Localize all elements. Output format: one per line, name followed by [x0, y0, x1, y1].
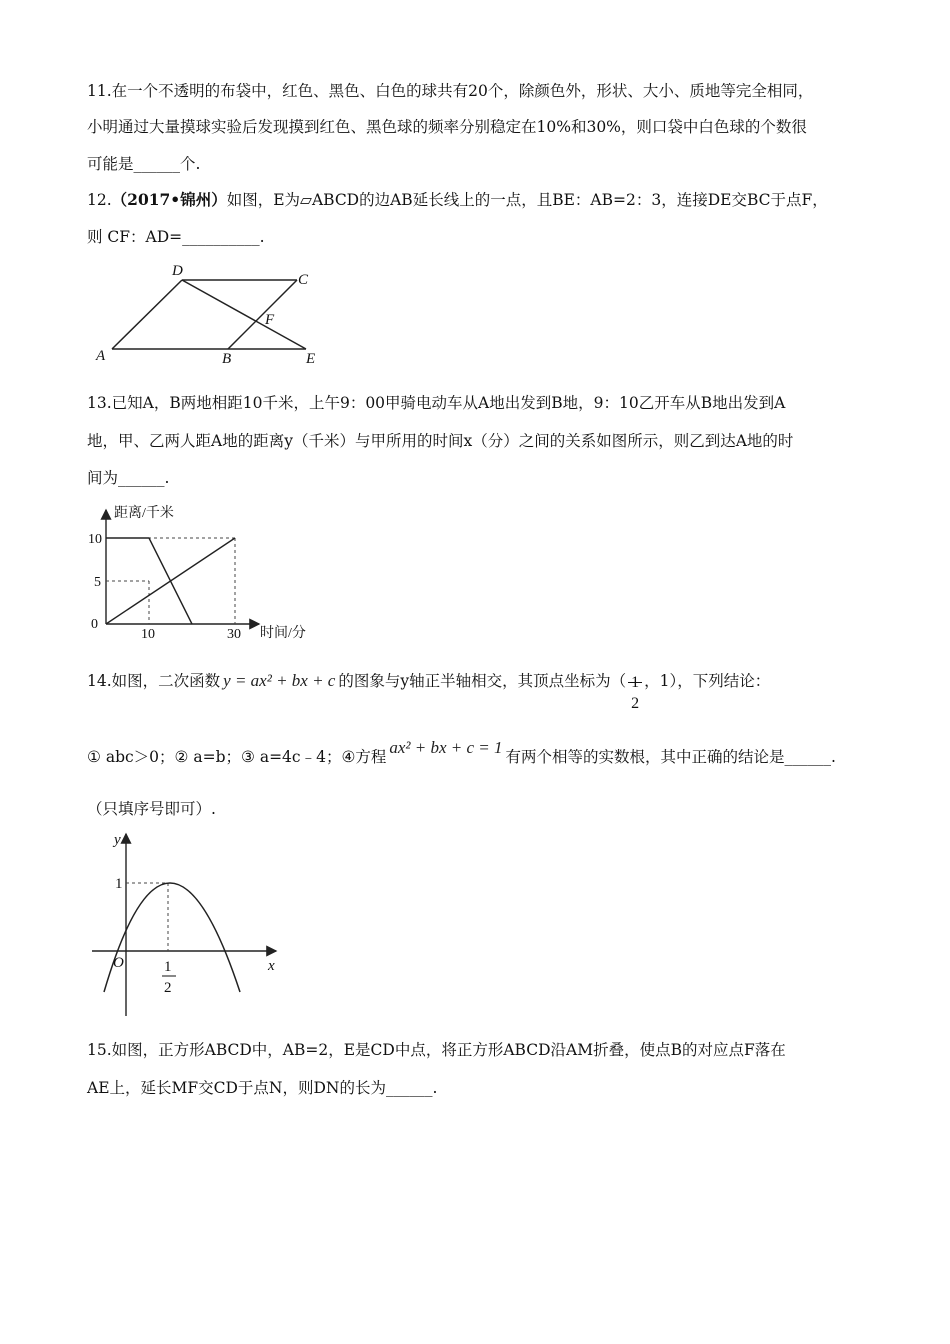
q12-parallelogram-figure — [90, 258, 330, 370]
q14-parabola-figure — [88, 830, 288, 1020]
q11-line-1: 11.在一个不透明的布袋中，红色、黑色、白色的球共有20个，除颜色外，形状、大小、质地等完全相同， — [87, 82, 814, 100]
chart-x-tick-0: 0 — [91, 617, 98, 632]
parabola-y-tick-label: 1 — [115, 876, 123, 892]
q13-distance-time-chart — [84, 500, 334, 645]
q14-vertex-fraction — [626, 662, 644, 712]
label-b: B — [222, 351, 232, 367]
q14-intro: 14.如图，二次函数 — [87, 672, 221, 690]
fraction-denominator: 2 — [631, 695, 640, 712]
q11-line-2: 小明通过大量摸球实验后发现摸到红色、黑色球的频率分别稳定在10%和30%，则口袋中白色球的个数很 — [87, 118, 807, 136]
parabola-x-tick-denominator: 2 — [164, 980, 172, 996]
q15-line-2: AE上，延长MF交CD于点N，则DN的长为______. — [87, 1079, 438, 1097]
chart-y-tick-5: 5 — [94, 575, 101, 590]
q12-line-2: 则 CF：AD=__________. — [87, 228, 265, 246]
chart-y-tick-10: 10 — [88, 532, 102, 547]
q14-function-formula: y = ax² + bx + c — [223, 671, 336, 690]
parabola-y-label: y — [114, 832, 121, 848]
parabola-x-label: x — [268, 958, 275, 974]
q14-conditions-end: 有两个相等的实数根，其中正确的结论是______. — [505, 748, 836, 766]
q12-text: 如图，E为▱ABCD的边AB延长线上的一点，且BE：AB=2：3，连接DE交BC于点F， — [226, 191, 828, 209]
label-e: E — [306, 351, 316, 367]
label-d: D — [172, 263, 183, 279]
chart-x-axis-label: 时间/分 — [260, 626, 306, 641]
chart-axes — [106, 510, 259, 624]
q12-line-1 — [87, 189, 828, 211]
q14-conditions: ① abc＞0；② a=b；③ a=4c﹣4；④方程 — [87, 748, 387, 766]
q14-intro-mid: 的图象与y轴正半轴相交，其顶点坐标为（ — [338, 672, 627, 690]
q13-line-2: 地，甲、乙两人距A地的距离y（千米）与甲所用的时间x（分）之间的关系如图所示，则乙到达A地的时 — [87, 432, 794, 450]
label-a: A — [96, 348, 106, 364]
q14-line-1 — [87, 660, 771, 712]
chart-x-tick-30: 30 — [227, 627, 241, 642]
q14-note: （只填序号即可）. — [87, 800, 216, 818]
label-c: C — [298, 272, 309, 288]
parabola-x-tick-numerator: 1 — [164, 959, 172, 975]
q14-line-2 — [87, 738, 836, 768]
q12-source: （2017•锦州） — [111, 190, 227, 209]
q13-line-3: 间为______. — [87, 469, 170, 487]
chart-x-tick-10: 10 — [141, 627, 155, 642]
q13-line-1: 13.已知A，B两地相距10千米，上午9：00甲骑电动车从A地出发到B地，9：10乙开车从B地出发到A — [87, 394, 786, 412]
fraction-numerator: 1 — [631, 674, 640, 691]
parabola-origin-label: O — [113, 955, 124, 971]
q11-line-3: 可能是______个. — [87, 155, 201, 173]
q14-intro-end: ，1），下列结论： — [644, 672, 771, 690]
q15-line-1: 15.如图，正方形ABCD中，AB=2，E是CD中点，将正方形ABCD沿AM折叠，使点B的对应点F落在 — [87, 1041, 786, 1059]
label-f: F — [265, 312, 275, 328]
segment-ad — [112, 280, 182, 349]
q14-equation: ax² + bx + c = 1 — [389, 738, 503, 757]
chart-y-axis-label: 距离/千米 — [114, 506, 174, 521]
q12-number: 12. — [87, 191, 112, 209]
